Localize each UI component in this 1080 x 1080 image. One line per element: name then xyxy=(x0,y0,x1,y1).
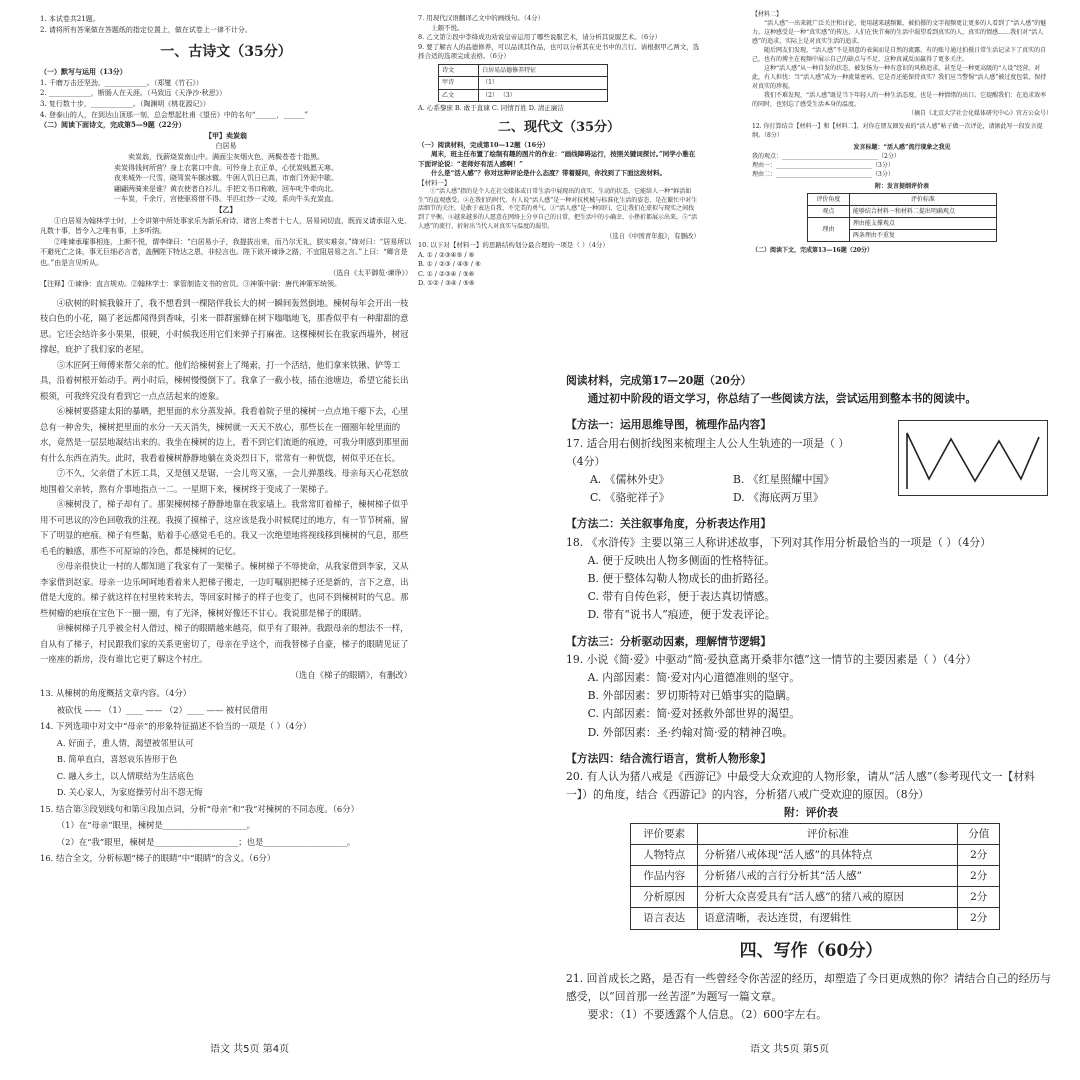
table-cell: 2分 xyxy=(958,887,1000,908)
option: C. 《骆驼祥子》 xyxy=(590,491,670,505)
table-cell: （2） （3） xyxy=(479,89,608,102)
material-text: “活人感”一出来就广泛关注和讨论，使用越来越频繁，被拍摄的文字视频更让更多的人看到了“活人感”的魅力。这种感受是一种“真实感”的传达，人们在快节奏的生活中渴望看到真实的人，真实的情感……我们对“活人感”的追求，实际上是对真实生活的追求。 xyxy=(752,20,1047,45)
option: C. 带有自传色彩，便于表达真切情感。 xyxy=(587,590,776,604)
modern-paragraph: ⑤木匠阿王师傅来帮父亲的忙。他们给楝树套上了绳索，打一个活结，他们拿来铁锹、铲等工具，沿着树根开始动手。两小时后，楝树慢慢倒下了。我拿了一截小枝，插在池塘边，希望它能长出根须，可我终究没有看到它一点点活起来的迹象。 xyxy=(40,359,409,401)
passage-note: 【注释】①谏诤：直言规劝。②翰林学士：掌管制诰文书的官员。③神策中尉：唐代神策军统领。 xyxy=(40,280,341,289)
part-heading: （二）阅读下面诗文，完成第5—9题（22分） xyxy=(40,120,186,130)
question: 14. 下列选项中对文中“母亲”的形象特征描述不恰当的一项是（ ）（4分） xyxy=(40,721,312,732)
table-row xyxy=(631,844,1000,865)
method-heading: 【方法三：分析驱动因素，理解情节逻辑】 xyxy=(566,634,772,648)
option: B. ① / ②③ / ④⑤ / ⑥ xyxy=(418,260,481,269)
modern-paragraph: ⑥楝树要搭建太阳的暴晒，把里面的水分蒸发掉。我看着院子里的楝树一点点地干瘪下去，心里总有一种舍失，楝树把里面的水分一天天消失，楝树就一天天不放心，那些长在一圈圈年轮里面的水，竟然是一层层地凝结出来的。我坐在楝树的边上，看不到它们流逝的痕迹，可我分明感到那里面有什么东西在消失。此时，我看着楝树静静地躺在炎炎烈日下，常常有一种恍惚，树似乎还在长。 xyxy=(40,406,409,463)
part-heading: （二）阅读下文，完成第13—16题（20分） xyxy=(752,247,874,254)
table-title: 附：评价表 xyxy=(784,806,838,820)
material-source: （选自《中国青年报》，有删改） xyxy=(605,231,700,240)
section-title: 四、写作（60分） xyxy=(739,940,883,961)
question: 18. 《水浒传》主要以第三人称讲述故事，下列对其作用分析最恰当的一项是（ ）（4分） xyxy=(566,535,991,549)
table-cell: 分析猪八戒的言行分析其“活人感” xyxy=(698,866,958,887)
option: B. 《红星照耀中国》 xyxy=(733,473,835,487)
modern-source: （选自《梯子的眼睛》，有删改） xyxy=(290,669,412,680)
page-footer-right: 语文 共5页 第5页 xyxy=(750,1044,830,1055)
question: 20. 有人认为猪八戒是《西游记》中最受大众欢迎的人物形象，请从“活人感”（参考现代文一【材料一】）的角度，结合《西游记》的内容，分析猪八戒广受欢迎的原因。（8分） xyxy=(566,770,1035,802)
outline-rubric-table xyxy=(807,193,997,242)
question: 19. 小说《简·爱》中驱动“简·爱执意离开桑菲尔德”这一情节的主要因素是（ ）（4分） xyxy=(566,652,977,666)
intro-text: 什么是“活人感”？你对这种评论是什么态度？带着疑问，你找到了下面这段材料。 xyxy=(431,169,666,177)
option: B. 便于整体勾勒人物成长的曲折路径。 xyxy=(587,572,776,586)
question-line: （2）在“我”眼里，楝树是____________________；也是____________________。 xyxy=(56,836,356,847)
poem-title: 【甲】卖炭翁 xyxy=(205,130,247,140)
question: 4. 登泰山的人，在到达山顶那一刻，总会想起杜甫《望岳》中的名句“______，______” xyxy=(40,110,309,119)
table-cell: （1） xyxy=(479,77,608,90)
table-cell: 乙文 xyxy=(439,89,479,102)
table-row xyxy=(631,908,1000,929)
intro-text: 通过初中阶段的语文学习，你总结了一些阅读方法，尝试运用到整本书的阅读中。 xyxy=(587,392,977,406)
option: B. 简单直白，喜怒哀乐皆形于色 xyxy=(56,754,178,765)
material-text: 随后网友们发现，“活人感”不是刻意的表演而是自然的流露，有的账号通过拍摄日常生活记录下了真实的自己，也有的博主在视频中展示自己的缺点与不足，这种真诚反而赢得了更多关注。 xyxy=(752,47,1047,63)
question-line: 上颇不悦。 xyxy=(431,23,464,32)
question: 15. 结合第③段划线句和第④段加点词，分析“母亲”和“我”对楝树的不同态度。（6分） xyxy=(40,803,359,814)
option: A. 内部因素：简·爱对内心道德准则的坚守。 xyxy=(587,671,801,685)
table-cell: 理由能支撑观点 xyxy=(849,218,996,230)
table-header: 评价标准 xyxy=(849,194,996,206)
right-column xyxy=(752,10,1052,360)
table-cell: 人物特点 xyxy=(631,844,698,865)
poem-author: 白居易 xyxy=(215,142,237,151)
poem-virtue-table xyxy=(438,64,608,103)
question-score: （4分） xyxy=(566,454,606,468)
question: 13. 从楝树的角度概括文章内容。（4分） xyxy=(40,688,192,699)
outline-title: 发言标题：“活人感”流行现象之我见 xyxy=(853,144,951,151)
option: B. 外部因素：罗切斯特对已婚事实的隐瞒。 xyxy=(587,689,797,703)
modern-paragraph: ④砍树的时候我躲开了，我不想看到一棵陪伴我长大的树一瞬间轰然倒地。楝树每年会开出一枝枝白色的小花，隔了老远都闻得到香味，引来一群群蜜蜂在树下嗡嗡地飞，那香似乎有一种甜甜的意思。它还会结许多小果果，很硬，小时候我还用它们来弹子打麻雀。这棵楝树长在我家西墙外，树冠撑起，庇护了我们家的老屋。 xyxy=(40,297,409,355)
table-header: 评价角度 xyxy=(808,194,850,206)
outline-line: 理由二：________________________________（3分） xyxy=(752,171,894,178)
table-header: 白居易品德修养特征 xyxy=(479,64,608,77)
question: 17. 适合用右侧折线图来梳理主人公人生轨迹的一项是（ ） xyxy=(566,436,850,450)
method-heading: 【方法四：结合流行语言，赏析人物形象】 xyxy=(566,751,772,765)
table-cell: 2分 xyxy=(958,908,1000,929)
q20-rubric-table xyxy=(630,823,1000,930)
exam-note: 2. 请将所有答案做在答题纸的指定位置上，做在试卷上一律不计分。 xyxy=(40,25,252,34)
table-header: 分值 xyxy=(958,823,1000,844)
question: 7. 用现代汉语翻译乙文中的画线句。（4分） xyxy=(418,14,545,22)
table-row xyxy=(808,206,997,218)
question: 16. 结合全文，分析标题“梯子的眼睛”中“眼睛”的含义。（6分） xyxy=(40,853,276,864)
option: C. ① / ②③④ / ⑤⑥ xyxy=(418,269,475,278)
question: 10. 以下对【材料一】的思路结构划分最合理的一项是（ ）（4分） xyxy=(418,241,609,250)
method-heading: 【方法一：运用思维导图，梳理作品内容】 xyxy=(566,418,772,432)
part-heading: （一）阅读材料，完成第10—12题（16分） xyxy=(418,140,550,149)
table-cell: 理由 xyxy=(808,218,850,242)
table-cell: 甲诗 xyxy=(439,77,479,90)
table-cell: 观点 xyxy=(808,206,850,218)
zigzag-line-figure xyxy=(898,420,1048,496)
modern-paragraph: ⑦不久，父亲借了木匠工具，又是刨又是锯，一会儿弯又塞，一会儿弹墨线。母亲每天心花怒放地围着父亲转，熬有介事地指点一二。一星期下来，楝树终于变成了一架梯子。 xyxy=(40,468,409,494)
modern-paragraph: ⑧楝树没了，梯子却有了。那架楝树梯子静静地靠在我家墙上。我常常盯着梯子，楝树梯子似乎用不可思议的冷色回敬我的注视。我摸了摸梯子，这应该是我小时候爬过的地方，有一节节树痛，留下了明显的疤痕。梯子有些黏，贴着手心感觉毛毛的。我又一次绝望地将视线移到楝树的气息，那些毛毛的触感，那些不可原谅的冷色，都是楝树的记忆。 xyxy=(40,499,409,556)
table-row xyxy=(631,866,1000,887)
option: D. 外部因素：圣·约翰对简·爱的精神召唤。 xyxy=(587,725,794,739)
section-title: 一、古诗文（35分） xyxy=(160,44,292,61)
material-text: 我们不难发现，“活人感”既是当下年轻人的一种生活态度，也是一种情绪的出口。它提醒我们：在追求效率的同时，也别忘了感受生活本身的温度。 xyxy=(752,92,1047,108)
material-text: ①“活人感”指的是个人在社交媒体或日常生活中展现出的真实、生动的状态，它能给人一种“鲜活如生”的直观感受。②在我们的时代，有人说“活人感”是一种对抗机械与标准化生活的姿态，是在繁忙中对生活细节的关注，是敢于表达自我、不完美的勇气。③“活人感”是一种回归，它让我们在虚拟与现实之间找到了平衡。④越来越多的人愿意在网络上分享自己的日常，把生活中的小确幸、小挫折都展示出来。⑤“活人感”的流行，折射出当代人对真实与温度的渴望。 xyxy=(418,188,698,230)
material-text: 这种“活人感”从一种自发的状态，被发扬为一种有意识的风格追求，甚至是一种更高级的“人设”经营。对此，有人担忧：当“活人感”成为一种流量密码，它是否还能保持真实？我们应当警惕“活人感”被过度包装，保持对真实的珍视。 xyxy=(752,65,1047,90)
table-cell: 分析原因 xyxy=(631,887,698,908)
table-cell: 2分 xyxy=(958,844,1000,865)
material-label: 【材料二】 xyxy=(752,11,783,18)
part-heading: （一）默写与运用（13分） xyxy=(40,67,127,77)
passage-source: （选自《太平御览·谏诤》） xyxy=(329,269,412,278)
table-row xyxy=(439,89,608,102)
option: A. 《儒林外史》 xyxy=(590,473,670,487)
method-heading: 【方法二：关注叙事角度，分析表达作用】 xyxy=(566,517,772,531)
option: D. 带有“说书人”痕迹，便于发表评论。 xyxy=(587,608,776,622)
option: D. ①② / ③④ / ⑤⑥ xyxy=(418,279,475,288)
poem-line: 卖炭得钱何所营？身上衣裳口中食。可怜身上衣正单，心忧炭贱愿天寒。 xyxy=(114,163,338,172)
page-footer-left: 语文 共5页 第4页 xyxy=(210,1044,290,1055)
table-cell: 2分 xyxy=(958,866,1000,887)
table-header: 评价要素 xyxy=(631,823,698,844)
options: A. 心系黎庶 B. 敢于直谏 C. 同情百姓 D. 清正廉洁 xyxy=(418,104,564,112)
modern-paragraph: ⑨母亲很快让一村的人都知道了我家有了一架梯子。楝树梯子不辱使命，从我家借到李家，又从李家借到赵家。母亲一边乐呵呵地看着来人把梯子搬走，一边叮嘱别把梯子还是新的，言下之意，出借是大度的。梯子就这样在村里转来转去，等回家时梯子的样子也变了，也同不到楝树时的气息。那些树瘤的疤痕在宝色下一圈一圈，有了光泽，楝树好像还不甘心。我说那是梯子的眼睛。 xyxy=(40,561,409,618)
table-cell: 能够结合材料一和材料二提出明确观点 xyxy=(849,206,996,218)
question-line: （1）在“母亲”眼里，楝树是____________________。 xyxy=(56,820,255,831)
table-row xyxy=(631,887,1000,908)
question: 1. 千磨万击还坚劲，____________。（郑燮《竹石》） xyxy=(40,78,203,87)
material-label: 【材料一】 xyxy=(418,178,451,187)
poem-line: 一车炭，千余斤，宫使驱将惜不得。半匹红纱一丈绫，系向牛头充炭直。 xyxy=(114,195,338,204)
modern-text xyxy=(40,296,412,684)
outline-line: 理由一：________________________________（3分） xyxy=(752,162,894,169)
question-line: 被砍伐 —— （1）____ —— （2）____ —— 被村民借用 xyxy=(56,704,268,715)
table-header: 评价标准 xyxy=(698,823,958,844)
question-requirements: 要求：（1）不要透露个人信息。（2）600字左右。 xyxy=(587,1008,828,1022)
poem-line: 夜来城外一尺雪，晓驾炭车辗冰辙。牛困人饥日已高，市南门外泥中歇。 xyxy=(114,174,338,183)
passage-paragraph: ①白居易为翰林学士时，上令讲第中所处事家乐为新乐府诗，诸宫上奏者十七人，居易词切直，既而又请承诏入史，凡数十事，皆令入之唯有事，上多听纳。 xyxy=(40,216,411,236)
option: C. 融入乡土，以人情联结为生活底色 xyxy=(56,770,194,781)
table-cell: 语言表达 xyxy=(631,908,698,929)
table-title: 附：发言提纲评价表 xyxy=(874,183,929,190)
section-title: 二、现代文（35分） xyxy=(497,119,621,135)
middle-column xyxy=(418,14,700,359)
passage-paragraph: ②唯谏承璀事相连，上颇不悦，谓李绛曰：“白居易小子，我提拔出来，而乃尔无礼，朕实难奈。”绛对曰：“居易所以不避死亡之诛，事无巨细必言者，盖酬陛下特达之恩，非轻言也。陛下欲开谏诤之路，不宜阻居易之言。”上曰：“卿言是也。”由是言见听从。 xyxy=(40,237,412,267)
table-cell: 作品内容 xyxy=(631,866,698,887)
modern-paragraph: ⑩楝树梯子几乎被全村人借过，梯子的眼睛越来越亮，似乎有了眼神。我跟母亲的想法不一样，自从有了梯子，村民跟我们家的关系更密切了，母亲在乎这个，而我替梯子自豪，梯子的眼睛见证了一座座的新房，没有谁比它更了解这个村庄。 xyxy=(40,623,409,665)
table-row xyxy=(808,218,997,230)
question: 21. 回首成长之路，是否有一些曾经令你苦涩的经历，却塑造了今日更成熟的你？请结合自己的经历与感受，以“回首那一丝苦涩”为题写一篇文章。 xyxy=(566,971,1051,1003)
part-heading: 阅读材料，完成第17—20题（20分） xyxy=(566,374,752,387)
poem-line: 卖炭翁，伐薪烧炭南山中。满面尘灰烟火色，两鬓苍苍十指黑。 xyxy=(128,152,324,161)
table-header: 诗文 xyxy=(439,64,479,77)
option: D. 关心家人，为家庭操劳付出不怨无悔 xyxy=(56,787,203,798)
table-cell: 分析猪八戒体现“活人感”的具体特点 xyxy=(698,844,958,865)
question: 3. 复行数十步，____________。（陶渊明《桃花源记》） xyxy=(40,99,210,108)
option: A. ① / ②③④⑤ / ⑥ xyxy=(418,250,475,259)
table-cell: 语意清晰，表达连贯，有逻辑性 xyxy=(698,908,958,929)
option: A. 便于反映出人物多侧面的性格特征。 xyxy=(587,553,776,567)
passage-label: 【乙】 xyxy=(215,204,237,214)
table-row xyxy=(439,77,608,90)
questions-13-16 xyxy=(40,685,412,867)
option: C. 内部因素：简·爱对拯救外部世界的渴望。 xyxy=(587,707,801,721)
question: 9. 要了解古人的品德修养，可以品读其作品，也可以分析其在史书中的言行。请根据甲乙两文，选择合适的选项完成表格。（6分） xyxy=(418,42,700,60)
zigzag-line-icon xyxy=(899,421,1047,495)
option: A. 好面子，重人情，渴望被邻里认可 xyxy=(56,737,194,748)
option: D. 《海底两万里》 xyxy=(733,491,824,505)
intro-text: 周末，班主任布置了绘制有趣的图片的作业：“画线障碍运行，按照关键词探讨。”同学小雅在下面评论说：“老师好有活人感啊！” xyxy=(418,150,696,168)
q17-options xyxy=(566,471,876,507)
table-cell: 分析大众喜爱具有“活人感”的猪八戒的原因 xyxy=(698,887,958,908)
poem-body xyxy=(40,152,412,205)
question: 12. 你打算结合【材料一】和【材料二】，对你在朋友圈发表的“活人感”帖子做一次评论，请据此写一段发言提纲。（8分） xyxy=(752,123,1043,139)
exam-note: 1. 本试卷共21题。 xyxy=(40,15,100,23)
left-page-column xyxy=(40,14,412,1024)
material-source: （摘自《北京大学社会化媒体研究中心》官方公众号） xyxy=(907,110,1052,117)
question: 8. 乙文第②段中李绛成功劝说皇帝运用了哪些说服艺术，请分析其说服艺术。（6分） xyxy=(418,33,662,41)
outline-line: 我的观点：________________________________（2分） xyxy=(752,153,900,160)
question: 2. ____________，断肠人在天涯。（马致远《天净沙·秋思》） xyxy=(40,89,227,98)
poem-line: 翩翩两骑来是谁？黄衣使者白衫儿。手把文书口称敕，回车叱牛牵向北。 xyxy=(114,184,338,193)
table-cell: 两条理由不重复 xyxy=(849,230,996,242)
